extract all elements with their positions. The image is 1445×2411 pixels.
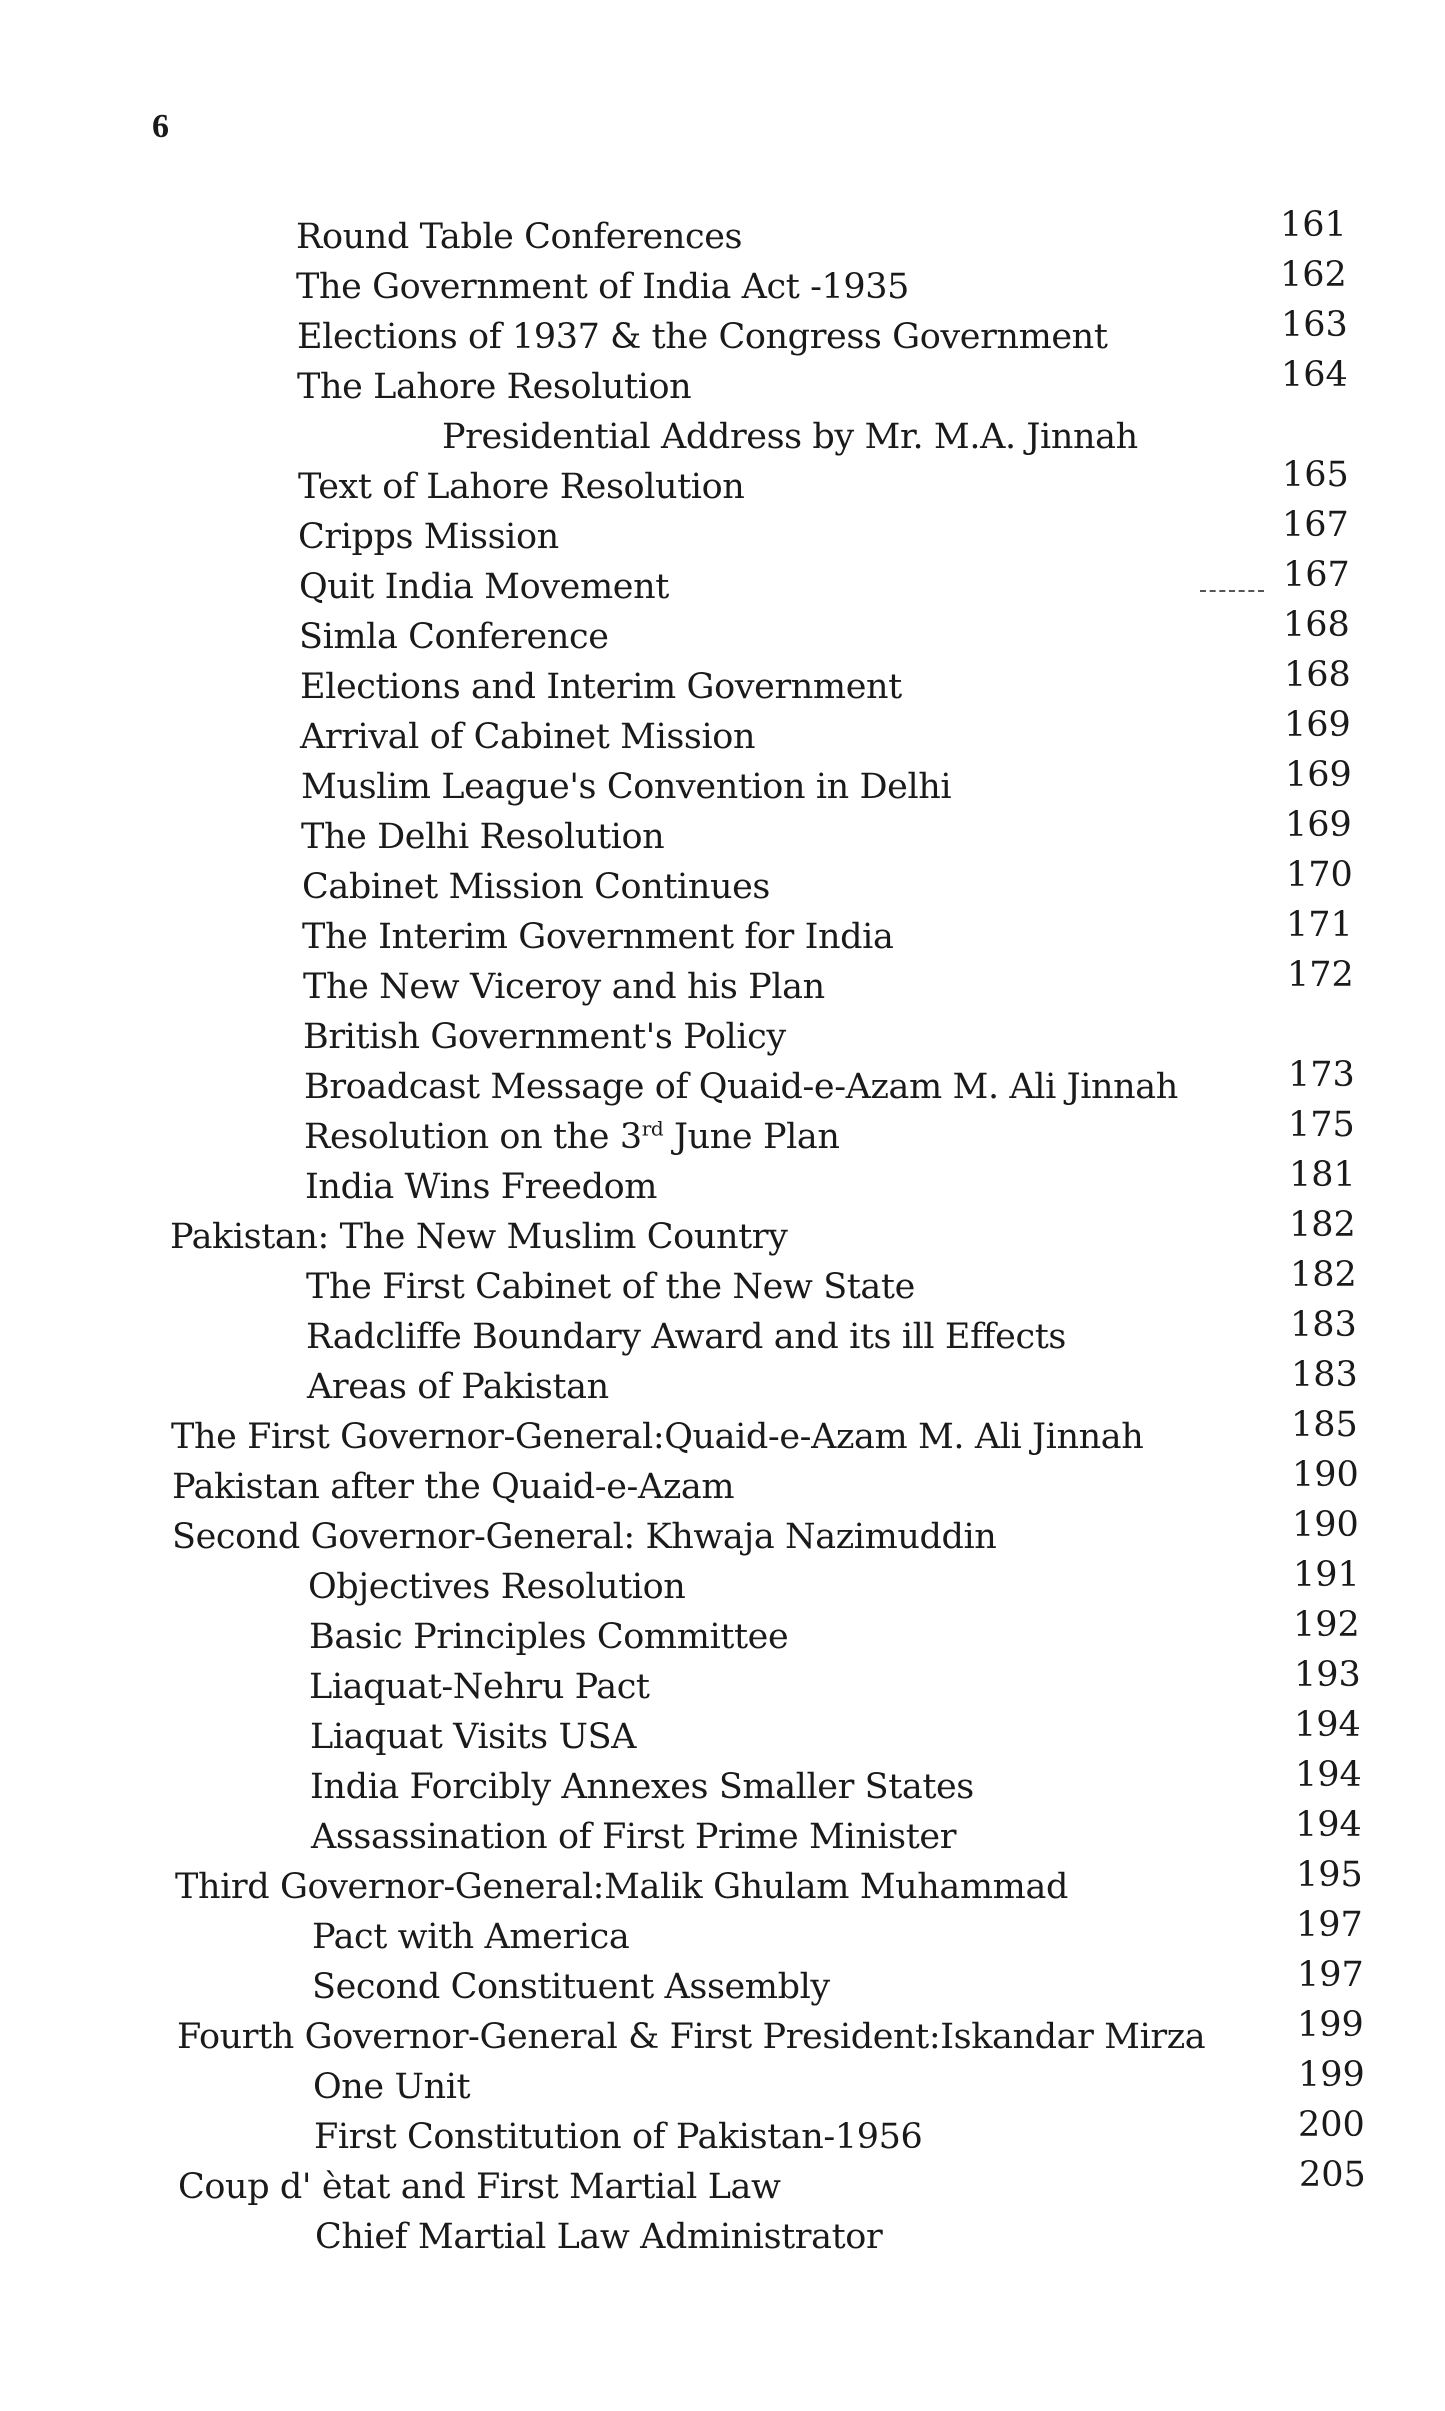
toc-entry[interactable] (0, 955, 1445, 1012)
toc-entry-title (304, 1112, 840, 1162)
toc-entry-page: 205 (1299, 2155, 1366, 2195)
toc-entry[interactable] (0, 1555, 1445, 1612)
toc-entry-title: The Lahore Resolution (297, 367, 692, 407)
toc-entry[interactable] (0, 2005, 1445, 2062)
toc-entry-title: British Government's Policy (303, 1017, 786, 1057)
toc-entry-page: 175 (1288, 1105, 1355, 1145)
toc-entry-page: 181 (1289, 1155, 1356, 1195)
toc-entry[interactable] (0, 1955, 1445, 2012)
page-number: 6 (152, 108, 169, 145)
toc-entry[interactable] (0, 1255, 1445, 1312)
toc-entry-page: 167 (1282, 505, 1349, 545)
toc-entry-title: Text of Lahore Resolution (298, 467, 745, 507)
toc-entry-page: 163 (1281, 305, 1348, 345)
toc-entry[interactable] (0, 1905, 1445, 1962)
toc-entry[interactable] (0, 355, 1445, 412)
toc-entry-title: Second Constituent Assembly (312, 1967, 830, 2007)
toc-entry[interactable] (0, 755, 1445, 812)
toc-entry[interactable] (0, 1505, 1445, 1562)
toc-entry-page: 191 (1293, 1555, 1360, 1595)
toc-entry-page: 169 (1285, 755, 1352, 795)
toc-entry-page: 193 (1294, 1655, 1361, 1695)
toc-entry[interactable] (0, 1755, 1445, 1812)
toc-entry-page: 199 (1298, 2055, 1365, 2095)
toc-entry-title: Liaquat Visits USA (310, 1717, 637, 1757)
toc-entry[interactable] (0, 2155, 1445, 2212)
toc-entry-title: Pact with America (312, 1917, 630, 1957)
toc-entry-title: Assassination of First Prime Minister (311, 1817, 957, 1857)
toc-entry-page: 194 (1295, 1805, 1362, 1845)
toc-entry-page: 182 (1289, 1205, 1356, 1245)
toc-entry[interactable] (0, 1605, 1445, 1662)
toc-entry-page: 172 (1287, 955, 1354, 995)
toc-entry[interactable] (0, 555, 1445, 612)
toc-entry[interactable] (0, 1405, 1445, 1462)
toc-entry[interactable] (0, 1805, 1445, 1862)
toc-entry[interactable] (0, 1105, 1445, 1162)
toc-entry-title: The Government of India Act -1935 (296, 267, 910, 307)
toc-entry-title: Round Table Conferences (296, 217, 743, 257)
toc-entry[interactable] (0, 1205, 1445, 1262)
toc-entry-title: Areas of Pakistan (307, 1367, 609, 1407)
toc-entry[interactable] (0, 305, 1445, 362)
toc-entry-page: 197 (1296, 1905, 1363, 1945)
toc-entry-page: 169 (1284, 705, 1351, 745)
toc-entry-title: Third Governor-General:Malik Ghulam Muhammad (175, 1867, 1068, 1907)
toc-entry-title: Elections and Interim Government (300, 667, 902, 707)
toc-entry[interactable] (0, 605, 1445, 662)
toc-entry-page: 200 (1298, 2105, 1365, 2145)
toc-entry[interactable] (0, 1455, 1445, 1512)
toc-entry-page: 190 (1292, 1505, 1359, 1545)
toc-entry-title: The Interim Government for India (302, 917, 894, 957)
toc-entry-title: Elections of 1937 & the Congress Government (297, 317, 1108, 357)
scan-dash-mark (1200, 590, 1264, 594)
toc-entry-title: Objectives Resolution (308, 1567, 686, 1607)
toc-entry-title: The New Viceroy and his Plan (303, 967, 825, 1007)
toc-entry-title: Radcliffe Boundary Award and its ill Effects (306, 1317, 1066, 1357)
toc-entry-title: Quit India Movement (299, 567, 669, 607)
toc-entry-title: Presidential Address by Mr. M.A. Jinnah (442, 417, 1138, 457)
toc-entry[interactable] (0, 705, 1445, 762)
toc-entry[interactable] (0, 255, 1445, 312)
toc-entry-title: The First Cabinet of the New State (306, 1267, 915, 1307)
toc-entry[interactable] (0, 805, 1445, 862)
toc-entry-page: 199 (1297, 2005, 1364, 2045)
toc-entry-title: Basic Principles Committee (309, 1617, 789, 1657)
toc-entry-title: Pakistan: The New Muslim Country (170, 1217, 788, 1257)
toc-entry-title: Fourth Governor-General & First President:Iskandar Mirza (177, 2017, 1206, 2057)
toc-entry-title: Arrival of Cabinet Mission (300, 717, 756, 757)
toc-entry[interactable] (0, 505, 1445, 562)
toc-entry-page: 167 (1283, 555, 1350, 595)
toc-entry-title: Second Governor-General: Khwaja Nazimuddin (172, 1517, 997, 1557)
toc-entry[interactable] (0, 855, 1445, 912)
toc-entry-page: 162 (1280, 255, 1347, 295)
toc-entry-page: 183 (1290, 1305, 1357, 1345)
toc-entry-page: 182 (1290, 1255, 1357, 1295)
toc-entry-page: 194 (1294, 1705, 1361, 1745)
toc-entry[interactable] (0, 1355, 1445, 1412)
toc-entry[interactable] (0, 1705, 1445, 1762)
toc-entry-page: 173 (1288, 1055, 1355, 1095)
toc-entry-title-rest: June Plan (663, 1117, 840, 1157)
toc-entry-title: India Wins Freedom (305, 1167, 658, 1207)
toc-entry-page: 161 (1280, 205, 1347, 245)
toc-entry-title: Simla Conference (299, 617, 609, 657)
toc-entry-title: One Unit (313, 2067, 471, 2107)
toc-entry-page: 171 (1286, 905, 1353, 945)
toc-entry-title: Cabinet Mission Continues (302, 867, 770, 907)
toc-entry-title: Broadcast Message of Quaid-e-Azam M. Ali Jinnah (304, 1067, 1178, 1107)
toc-entry-title: Chief Martial Law Administrator (315, 2217, 883, 2257)
toc-entry[interactable] (0, 1305, 1445, 1362)
toc-entry-title: Muslim League's Convention in Delhi (301, 767, 952, 807)
toc-entry-page: 197 (1297, 1955, 1364, 1995)
toc-entry-page: 185 (1291, 1405, 1358, 1445)
toc-entry-title: Coup d' ètat and First Martial Law (178, 2167, 781, 2207)
toc-entry[interactable] (0, 455, 1445, 512)
toc-entry-page: 195 (1296, 1855, 1363, 1895)
toc-entry[interactable] (0, 1655, 1445, 1712)
toc-entry-page: 169 (1285, 805, 1352, 845)
toc-entry-title: Cripps Mission (298, 517, 559, 557)
toc-entry[interactable] (0, 1855, 1445, 1912)
toc-entry[interactable] (0, 2105, 1445, 2162)
toc-entry-page: 190 (1292, 1455, 1359, 1495)
toc-entry-page: 168 (1284, 655, 1351, 695)
toc-entry[interactable] (0, 205, 1445, 262)
toc-entry-page: 192 (1293, 1605, 1360, 1645)
toc-entry[interactable] (0, 412, 1445, 462)
toc-entry-page: 194 (1295, 1755, 1362, 1795)
toc-entry[interactable] (0, 1055, 1445, 1112)
toc-entry[interactable] (0, 1012, 1445, 1062)
toc-entry-title-sup: rd (641, 1116, 664, 1141)
toc-entry-title: Pakistan after the Quaid-e-Azam (172, 1467, 735, 1507)
toc-entry[interactable] (0, 905, 1445, 962)
toc-entry[interactable] (0, 2212, 1445, 2262)
toc-entry-title: India Forcibly Annexes Smaller States (310, 1767, 974, 1807)
toc-entry-title-text: Resolution on the 3 (304, 1117, 642, 1157)
toc-entry[interactable] (0, 1155, 1445, 1212)
toc-entry-title: First Constitution of Pakistan-1956 (314, 2117, 923, 2157)
toc-entry-title: The Delhi Resolution (301, 817, 665, 857)
toc-entry-title: Liaquat-Nehru Pact (309, 1667, 650, 1707)
toc-entry-title: The First Governor-General:Quaid-e-Azam M. Ali Jinnah (171, 1417, 1144, 1457)
toc-entry-page: 168 (1283, 605, 1350, 645)
toc-entry-page: 183 (1291, 1355, 1358, 1395)
toc-entry-page: 165 (1282, 455, 1349, 495)
toc-entry-page: 170 (1286, 855, 1353, 895)
toc-entry[interactable] (0, 2055, 1445, 2112)
toc-entry[interactable] (0, 655, 1445, 712)
toc-entry-page: 164 (1281, 355, 1348, 395)
